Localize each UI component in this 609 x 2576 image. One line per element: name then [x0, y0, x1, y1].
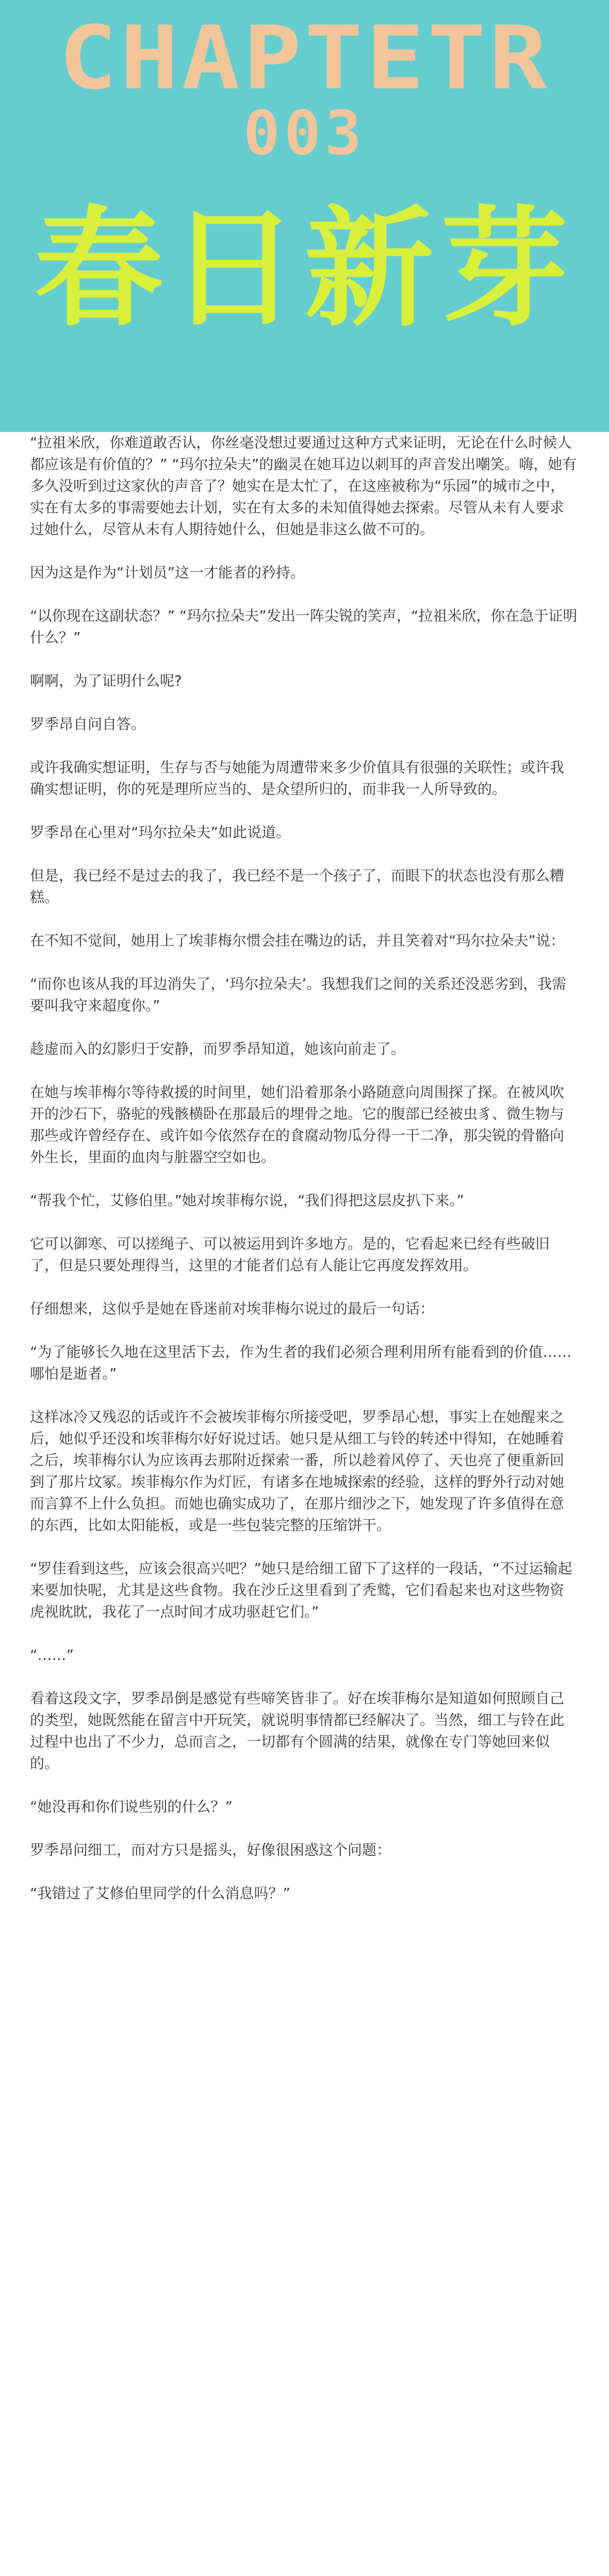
chapter-title: 春日新芽: [34, 194, 575, 344]
chapter-body: [30, 432, 578, 1926]
paragraph: “为了能够长久地在这里活下去，作为生者的我们必须合理利用所有能看到的价值……哪怕是逝者。”: [30, 1343, 572, 1382]
paragraph: “拉祖米欣，你难道敢否认，你丝毫没想过要通过这种方式来证明，无论在什么时候人都应该是有价值的？” “玛尔拉朵夫”的幽灵在她耳边以刺耳的声音发出嘲笑。嗨，她有多久没听到过这家伙的声音了？她实在是太忙了，在这座被称为“乐园”的城市之中，实在有太多的事需要她去计划，实在有太多的未知值得她去探索。尽管从未有人要求过她什么，尽管从未有人期待她什么，但她是非这么做不可的。: [30, 434, 577, 538]
paragraph: “帮我个忙，艾修伯里。”她对埃菲梅尔说，“我们得把这层皮扒下来。”: [30, 1192, 465, 1209]
paragraph: 它可以御寒、可以搓绳子、可以被运用到许多地方。是的，它看起来已经有些破旧了，但是只要处理得当，这里的才能者们总有人能让它再度发挥效用。: [30, 1235, 550, 1274]
paragraph: 或许我确实想证明，生存与否与她能为周遭带来多少价值具有很强的关联性；或许我确实想证明，你的死是理所应当的、是众望所归的，而非我一人所导致的。: [30, 759, 565, 797]
paragraph: 罗季昂自问自答。: [30, 716, 146, 733]
paragraph: “罗佳看到这些，应该会很高兴吧？”她只是给细工留下了这样的一段话，“不过运输起来要加快呢，尤其是这些食物。我在沙丘这里看到了秃鹫，它们看起来也对这些物资虎视眈眈，我花了一点时间才成功驱赶它们。”: [30, 1560, 572, 1620]
paragraph: 趁虚而入的幻影归于安静，而罗季昂知道，她该向前走了。: [30, 1040, 406, 1057]
paragraph: “以你现在这副状态？” “玛尔拉朵夫”发出一阵尖锐的笑声，“拉祖米欣，你在急于证明什么？”: [30, 607, 578, 646]
paragraph: 因为这是作为“计划员”这一才能者的矜持。: [30, 564, 305, 581]
chapter-header: [0, 0, 609, 432]
paragraph: 这样冰冷又残忍的话或许不会被埃菲梅尔所接受吧，罗季昂心想，事实上在她醒来之后，她似乎还没和埃菲梅尔好好说过话。她只是从细工与铃的转述中得知，在她睡着之后，埃菲梅尔认为应该再去那附近探索一番，所以趁着风停了、天也亮了便重新回到了那片坟冢。埃菲梅尔作为灯匠，有诸多在地城探索的经验，这样的野外行动对她而言算不上什么负担。而她也确实成功了，在那片细沙之下，她发现了许多值得在意的东西，比如太阳能板，或是一些包装完整的压缩饼干。: [30, 1408, 565, 1534]
chapter-number: 003: [243, 97, 366, 169]
paragraph: 看着这段文字，罗季昂倒是感觉有些啼笑皆非了。好在埃菲梅尔是知道如何照顾自己的类型，她既然能在留言中开玩笑，就说明事情都已经解决了。当然，细工与铃在此过程中也出了不少力，总而言之，一切都有个圆满的结果，就像在专门等她回来似的。: [30, 1690, 565, 1772]
paragraph: 啊啊，为了证明什么呢?: [30, 672, 182, 689]
chapter-label: CHAPTETR: [58, 7, 551, 109]
paragraph: “我错过了艾修伯里同学的什么消息吗？”: [30, 1885, 291, 1902]
paragraph: 仔细想来，这似乎是她在昏迷前对埃菲梅尔说过的最后一句话：: [30, 1300, 435, 1317]
paragraph: 罗季昂问细工，而对方只是摇头，好像很困惑这个问题：: [30, 1841, 391, 1858]
paragraph: 罗季昂在心里对“玛尔拉朵夫”如此说道。: [30, 824, 291, 841]
paragraph: “她没再和你们说些别的什么？”: [30, 1798, 233, 1815]
paragraph: 在她与埃菲梅尔等待救援的时间里，她们沿着那条小路随意向周围探了探。在被风吹开的沙石下，骆驼的残骸横卧在那最后的埋骨之地。它的腹部已经被虫豸、微生物与那些或许曾经存在、或许如今依然存在的食腐动物瓜分得一干二净，那尖锐的骨骼向外生长，里面的血肉与脏器空空如也。: [30, 1084, 565, 1166]
paragraph: 但是，我已经不是过去的我了，我已经不是一个孩子了，而眼下的状态也没有那么糟糕。: [30, 867, 565, 906]
paragraph: “而你也该从我的耳边消失了，‘玛尔拉朵夫’。我想我们之间的关系还没恶劣到，我需要叫我守来超度你。”: [30, 975, 567, 1014]
paragraph: “……”: [30, 1647, 74, 1664]
paragraph: 在不知不觉间，她用上了埃菲梅尔惯会挂在嘴边的话，并且笑着对“玛尔拉朵夫”说：: [30, 932, 565, 949]
